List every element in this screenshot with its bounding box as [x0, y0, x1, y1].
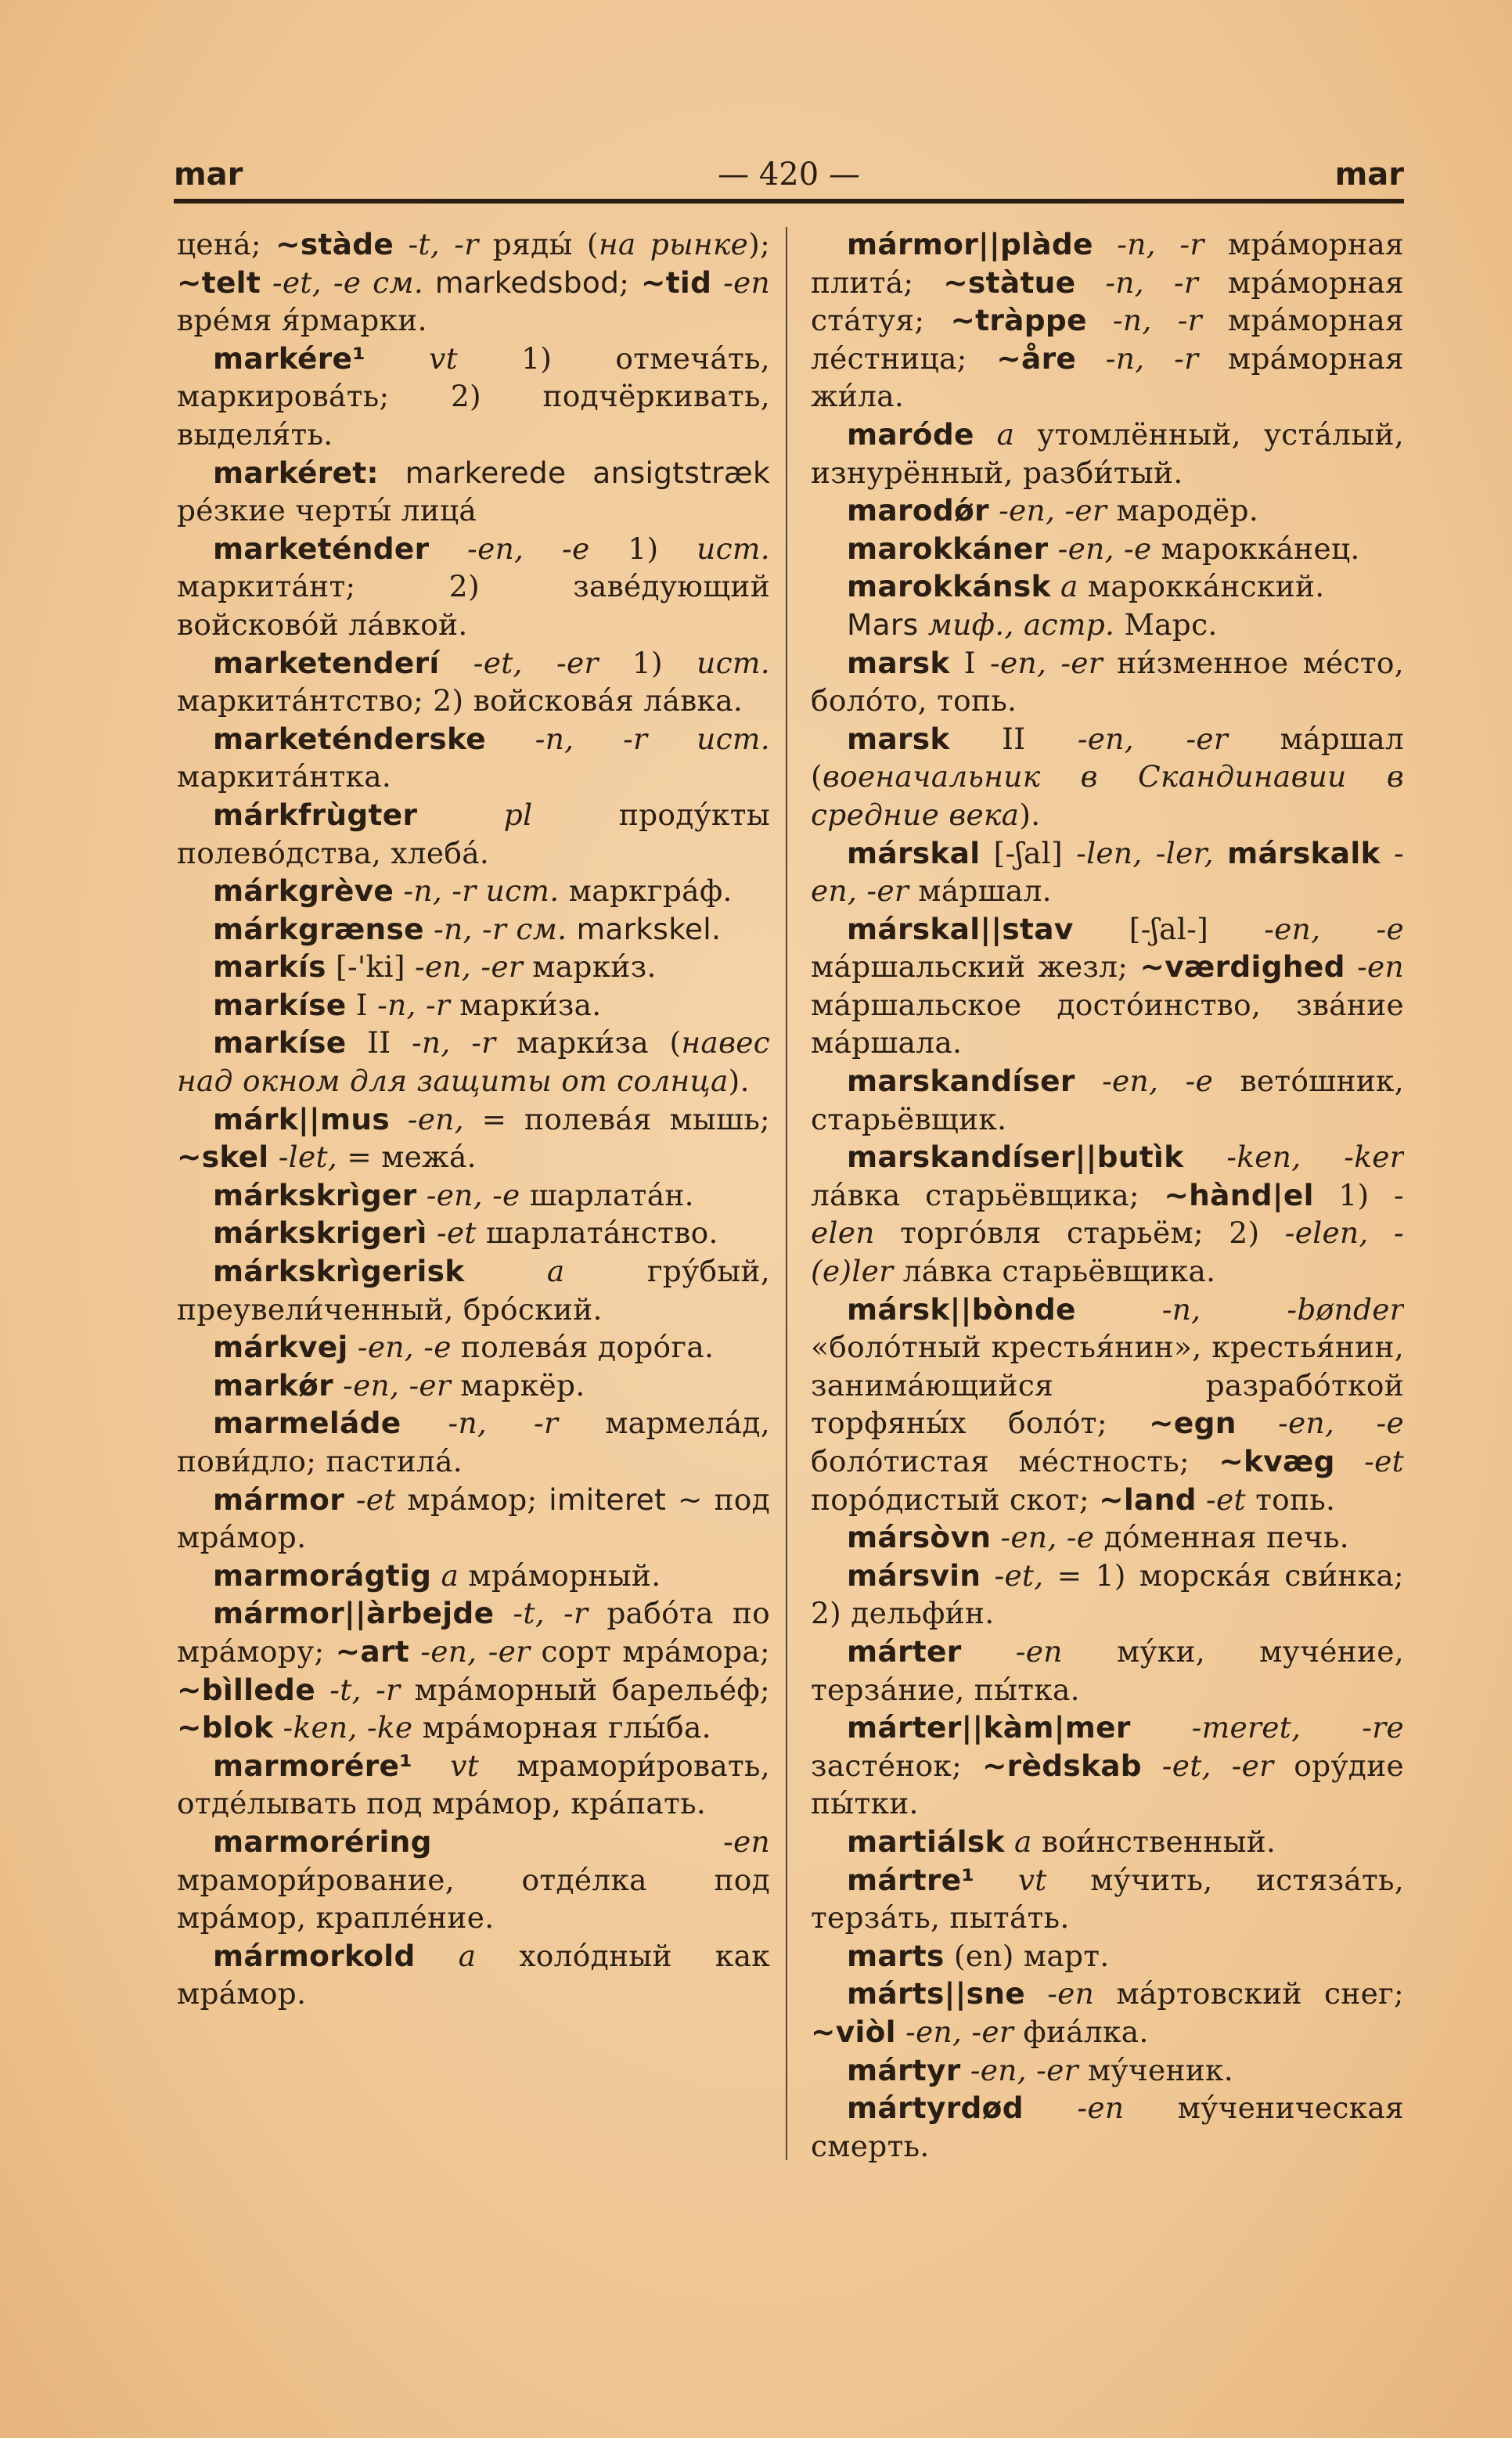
grammar-note: военачальник в Скандинавии в средние века: [811, 759, 1404, 832]
grammar-note: -en, -e: [991, 1520, 1095, 1555]
translation-text: [-'ki]: [326, 949, 405, 985]
translation-text: [1214, 836, 1227, 870]
grammar-note: -t, -r: [494, 1596, 589, 1631]
translation-text: мра́мор;: [395, 1482, 549, 1517]
translation-text: полева́я доро́га.: [451, 1330, 715, 1365]
headword: márkfrùgter: [213, 797, 418, 832]
dictionary-entry: [811, 1291, 1404, 1519]
headword: márkskrigerì: [213, 1215, 427, 1251]
translation-text: [-ʃal-]: [1073, 911, 1209, 946]
dictionary-entry: [177, 1252, 770, 1328]
headword: markére¹: [213, 340, 365, 376]
headword: marts: [847, 1938, 945, 1973]
translation-text: ла́вка старьёвщика;: [811, 1177, 1165, 1212]
translation-text: мрамори́ровать, отде́лывать под мра́мор, кра́пать.: [177, 1748, 770, 1821]
translation-text: засте́нок;: [811, 1748, 982, 1783]
latin-text: markerede ansigtstræk: [405, 455, 770, 490]
grammar-note: -et: [1334, 1444, 1404, 1478]
grammar-note: -let,: [268, 1140, 338, 1175]
translation-text: мра́морная жи́ла.: [811, 340, 1404, 414]
headword: mársòvn: [847, 1520, 992, 1555]
grammar-note: a: [1050, 569, 1078, 604]
headword: márskal: [847, 835, 981, 870]
headword: ~stàtue: [943, 265, 1076, 300]
grammar-note: -ken, -ke: [273, 1710, 413, 1745]
headword: markíse: [213, 987, 347, 1022]
page-header: [174, 157, 1404, 203]
grammar-note: -en, -er: [960, 2052, 1078, 2087]
headword: mársk||bònde: [847, 1291, 1076, 1327]
headword: marokkáner: [847, 531, 1049, 566]
translation-text: торго́вля старьём; 2): [874, 1215, 1260, 1251]
dictionary-entry: [811, 1633, 1404, 1709]
grammar-note: -n, -r: [401, 1406, 559, 1441]
grammar-note: -en: [961, 1633, 1063, 1669]
grammar-note: -n, -r ист.: [394, 873, 560, 909]
translation-text: ма́ртовский снег;: [1094, 1976, 1404, 2011]
translation-text: му́ки, муче́ние, терза́ние, пы́тка.: [811, 1633, 1404, 1707]
translation-text: до́менная печь.: [1094, 1520, 1349, 1555]
dictionary-entry: [177, 1176, 770, 1215]
headword: mársvin: [847, 1558, 981, 1593]
grammar-note: a: [431, 1558, 459, 1593]
translation-text: шарлата́н.: [520, 1177, 694, 1212]
grammar-note: -en, -e: [347, 1330, 452, 1365]
grammar-note: -en: [1024, 1976, 1095, 2011]
grammar-note: -n, -r ист.: [485, 721, 770, 756]
translation-text: 1): [1313, 1177, 1370, 1212]
headword: markíse: [213, 1025, 347, 1061]
translation-text: вето́шник, старьёвщик.: [811, 1064, 1404, 1136]
translation-text: маркита́нтка.: [177, 759, 392, 794]
headword: mármorkold: [213, 1938, 416, 1973]
translation-text: ).: [728, 1064, 750, 1099]
dictionary-entry: [177, 1404, 770, 1480]
headword: marketénder: [213, 531, 430, 566]
translation-text: 1): [589, 531, 697, 566]
headword: mármor||àrbejde: [213, 1596, 495, 1631]
translation-text: утомлённый, уста́лый, изнурённый, разби́тый.: [811, 416, 1404, 490]
latin-text: markedsbod: [434, 265, 620, 300]
translation-text: = полева́я мышь;: [463, 1101, 770, 1136]
latin-text: markskel.: [576, 911, 722, 946]
dictionary-entry: [811, 1709, 1404, 1823]
headword: márk||mus: [213, 1101, 390, 1136]
grammar-note: -n, -r см.: [423, 911, 567, 946]
translation-text: ма́ршальское досто́инство, зва́ние ма́ршала.: [811, 987, 1404, 1061]
dictionary-entry: [177, 225, 770, 340]
left-column: [177, 225, 770, 2339]
dictionary-entry: [177, 910, 770, 949]
headword: ~åre: [996, 340, 1077, 376]
grammar-note: -ken, -ker: [1183, 1140, 1404, 1175]
dictionary-entry: [811, 1861, 1404, 1937]
grammar-note: -en, -e: [1208, 911, 1404, 946]
grammar-note: -et,: [981, 1558, 1044, 1593]
headword: markís: [213, 949, 326, 985]
right-column: [811, 225, 1404, 2339]
headword: márts||sne: [847, 1976, 1025, 2011]
headword: maróde: [847, 416, 974, 452]
headword: ~bìllede: [177, 1672, 315, 1707]
right-running-head: mar: [1334, 157, 1404, 193]
dictionary-entry: [811, 1975, 1404, 2051]
dictionary-entry: [811, 567, 1404, 606]
translation-text: [379, 456, 405, 490]
grammar-note: -n, -r: [1086, 303, 1202, 338]
translation-text: 1) отмеча́ть, маркирова́ть; 2) подчёркивать, выделя́ть.: [177, 340, 770, 452]
translation-text: ни́зменное ме́сто, боло́то, топь.: [811, 645, 1404, 718]
dictionary-entry: [177, 340, 770, 454]
headword: márter: [847, 1633, 962, 1669]
dictionary-entry: [811, 1937, 1404, 1975]
translation-text: му́чить, истяза́ть, терза́ть, пыта́ть.: [811, 1862, 1404, 1936]
dictionary-entry: [177, 1100, 770, 1176]
translation-text: вре́мя я́рмарки.: [177, 303, 427, 338]
grammar-note: миф., астр.: [927, 607, 1115, 642]
translation-text: рабо́та по мра́мору;: [177, 1596, 770, 1669]
dictionary-entry: [177, 986, 770, 1025]
grammar-note: -en, -e: [1075, 1064, 1214, 1099]
translation-text: маркгра́ф.: [559, 873, 733, 909]
grammar-note: -en, -er: [333, 1367, 452, 1403]
headword: mártyrdød: [847, 2090, 1024, 2126]
dictionary-entry: [177, 644, 770, 720]
headword: márkgrænse: [213, 911, 424, 946]
dictionary-entry: [811, 1062, 1404, 1138]
dictionary-entry: [177, 1747, 770, 1823]
headword: márkgrève: [213, 873, 394, 909]
headword: ~kvæg: [1219, 1444, 1335, 1478]
headword: ~værdighed: [1139, 949, 1345, 985]
translation-text: мра́морный.: [459, 1558, 661, 1593]
translation-text: мра́морная глы́ба.: [412, 1710, 711, 1745]
translation-text: му́ченическая смерть.: [811, 2090, 1404, 2163]
headword: ~blok: [177, 1710, 274, 1745]
headword: mármor||plàde: [847, 227, 1093, 261]
grammar-note: -et: [427, 1215, 477, 1251]
dictionary-entry: [811, 1823, 1404, 1861]
translation-text: гру́бый, преувели́ченный, бро́ский.: [177, 1254, 770, 1327]
headword: mártre¹: [847, 1862, 975, 1897]
headword: marokkánsk: [847, 569, 1051, 604]
dictionary-entry: [177, 720, 770, 796]
latin-text: Mars: [847, 607, 919, 642]
dictionary-entry: [811, 2051, 1404, 2090]
dictionary-entry: [177, 796, 770, 872]
dictionary-entry: [811, 644, 1404, 720]
grammar-note: -en, -e: [416, 1177, 520, 1212]
translation-text: (en) март.: [944, 1938, 1110, 1973]
translation-text: мра́морный барелье́ф;: [400, 1672, 770, 1707]
grammar-note: ист.: [697, 531, 770, 566]
translation-text: «боло́тный крестья́нин», крестья́нин, занима́ющийся разрабо́ткой торфяны́х боло́т;: [811, 1330, 1404, 1441]
grammar-note: -en: [711, 265, 770, 300]
translation-text: проду́кты полево́дства, хлеба́.: [177, 797, 770, 870]
dictionary-entry: [177, 1328, 770, 1367]
dictionary-entry: [811, 530, 1404, 568]
grammar-note: -en, -er: [811, 835, 1404, 909]
translation-text: ).: [1019, 797, 1041, 832]
headword: marskandíser: [847, 1064, 1075, 1099]
translation-text: II: [949, 721, 1026, 756]
dictionary-entry: [177, 1214, 770, 1252]
headword: marmoréring: [213, 1824, 432, 1859]
grammar-note: -elen: [811, 1177, 1404, 1251]
headword: marketenderí: [213, 645, 440, 680]
grammar-note: -n, -r: [1076, 340, 1199, 376]
grammar-note: -n, -r: [391, 1025, 496, 1061]
headword: ~viòl: [811, 2014, 896, 2049]
translation-text: маркита́нт; 2) заве́дующий войсково́й ла́вкой.: [177, 569, 770, 642]
translation-text: мародёр.: [1107, 493, 1259, 528]
grammar-note: -n, -r: [1093, 227, 1204, 261]
grammar-note: pl: [417, 797, 533, 832]
headword: márter||kàm|mer: [847, 1710, 1131, 1745]
translation-text: I: [949, 645, 976, 680]
translation-text: );: [748, 227, 770, 261]
translation-text: мра́морная ста́туя;: [811, 265, 1404, 338]
grammar-note: -len, -ler,: [1062, 835, 1214, 870]
grammar-note: -en, -er: [988, 493, 1107, 528]
translation-text: маркита́нтство; 2) войскова́я ла́вка.: [177, 683, 743, 718]
column-divider: [786, 227, 787, 2160]
left-running-head: mar: [174, 157, 243, 193]
grammar-note: -en, -e: [1236, 1406, 1404, 1441]
translation-text: I: [346, 987, 368, 1022]
translation-text: марокка́нец.: [1151, 531, 1360, 566]
headword: marmorágtig: [213, 1558, 432, 1593]
translation-text: II: [346, 1025, 391, 1061]
headword: marskandíser||butìk: [847, 1140, 1184, 1175]
grammar-note: -t, -r: [315, 1672, 401, 1707]
grammar-note: vt: [365, 340, 458, 376]
grammar-note: -elen, -(e)ler: [811, 1215, 1404, 1289]
dictionary-entry: [177, 1557, 770, 1595]
translation-text: [423, 265, 435, 300]
dictionary-entry: [177, 1481, 770, 1557]
dictionary-entry: [177, 1367, 770, 1405]
headword: marketénderske: [213, 721, 486, 756]
translation-text: [919, 607, 928, 642]
headword: márkskrìger: [213, 1177, 417, 1212]
headword: ~hànd|el: [1164, 1177, 1314, 1212]
grammar-note: -en, -er: [1025, 721, 1229, 756]
translation-text: 1): [598, 645, 697, 680]
dictionary-entry: [811, 492, 1404, 530]
headword: márkskrìgerisk: [213, 1254, 465, 1289]
headword: ~land: [1099, 1482, 1197, 1517]
grammar-note: ист.: [697, 645, 770, 680]
translation-text: маркёр.: [451, 1367, 585, 1403]
headword: ~art: [335, 1633, 409, 1669]
headword: markǿr: [213, 1367, 333, 1403]
translation-text: ору́дие пы́тки.: [811, 1748, 1404, 1821]
translation-text: шарлата́нство.: [476, 1215, 718, 1251]
translation-text: боло́тистая ме́стность;: [811, 1444, 1219, 1478]
translation-text: му́ченик.: [1078, 2052, 1233, 2087]
grammar-note: -en: [1023, 2090, 1125, 2126]
headword: marsk: [847, 645, 950, 680]
dictionary-entry: [811, 1557, 1404, 1633]
grammar-note: -et: [1196, 1482, 1246, 1517]
headword: martiálsk: [847, 1824, 1005, 1859]
dictionary-entry: [177, 1823, 770, 1937]
grammar-note: -en: [1345, 949, 1404, 985]
translation-text: ма́ршальский жезл;: [811, 949, 1140, 985]
grammar-note: -n, -r: [367, 987, 451, 1022]
translation-text: [-ʃal]: [980, 835, 1063, 870]
dictionary-entry: [177, 948, 770, 986]
translation-text: марокка́нский.: [1078, 569, 1325, 604]
translation-text: Марс.: [1114, 607, 1218, 642]
grammar-note: -en, -er: [405, 949, 524, 985]
headword: márkvej: [213, 1330, 348, 1365]
translation-text: марки́за.: [450, 987, 602, 1022]
headword: markéret:: [213, 455, 379, 490]
dictionary-entry: [811, 2089, 1404, 2165]
translation-text: вои́нственный.: [1031, 1824, 1276, 1859]
latin-text: imiteret ~: [549, 1482, 703, 1517]
headword: marmorére¹: [213, 1748, 412, 1783]
translation-text: марки́за (: [495, 1025, 682, 1061]
headword: ~stàde: [275, 227, 394, 261]
grammar-note: -en, -er: [409, 1633, 531, 1669]
dictionary-entry: [811, 416, 1404, 492]
grammar-note: -en, -er: [975, 645, 1103, 680]
translation-text: = межа́.: [337, 1140, 477, 1175]
headword: ~egn: [1149, 1406, 1237, 1441]
headword: ~tràppe: [950, 303, 1087, 338]
headword: ~rèdskab: [981, 1748, 1142, 1783]
grammar-note: -meret, -re: [1130, 1710, 1404, 1745]
grammar-note: -n, -bønder: [1075, 1291, 1404, 1327]
headword: marodǿr: [847, 493, 989, 528]
grammar-note: vt: [974, 1862, 1047, 1897]
dictionary-entry: [177, 1024, 770, 1100]
translation-text: топь.: [1245, 1482, 1336, 1517]
grammar-note: -et: [344, 1482, 396, 1517]
translation-text: поро́дистый скот;: [811, 1482, 1100, 1517]
translation-text: мра́морная плита́;: [811, 227, 1404, 300]
headword: márskal||stav: [847, 911, 1074, 946]
grammar-note: -en, -e: [1048, 531, 1152, 566]
translation-text: под мра́мор.: [177, 1482, 770, 1555]
grammar-note: -en, -e: [429, 531, 590, 566]
dictionary-entry: [811, 1518, 1404, 1557]
translation-text: ре́зкие черты́ лица́: [177, 493, 477, 528]
grammar-note: -en: [431, 1824, 770, 1859]
grammar-note: a: [974, 416, 1015, 452]
grammar-note: -n, -r: [1075, 265, 1199, 300]
translation-text: ма́ршал.: [909, 873, 1052, 909]
grammar-note: навес над окном для защиты от солнца: [177, 1025, 770, 1099]
dictionary-entry: [177, 454, 770, 530]
grammar-note: -et, -er: [439, 645, 599, 680]
translation-text: [567, 912, 576, 946]
dictionary-entry: [811, 1138, 1404, 1290]
grammar-note: -t, -r: [394, 227, 479, 261]
headword: mármor: [213, 1482, 345, 1517]
dictionary-entry: [811, 834, 1404, 910]
translation-text: сорт мра́мора;: [530, 1633, 770, 1669]
headword: ~skel: [177, 1140, 269, 1175]
grammar-note: на рынке: [598, 227, 749, 261]
headword: marsk: [847, 721, 950, 756]
page-number: — 420 —: [718, 157, 860, 193]
dictionary-entry: [811, 720, 1404, 834]
headword: ~telt: [177, 265, 261, 300]
grammar-note: -et, -e см.: [261, 265, 424, 300]
grammar-note: -en, -er: [895, 2014, 1014, 2049]
grammar-note: a: [415, 1938, 477, 1973]
translation-text: ла́вка старьёвщика.: [893, 1254, 1216, 1289]
headword: ~tid: [640, 265, 712, 300]
translation-text: холо́дный как мра́мор.: [177, 1938, 770, 2011]
grammar-note: -et, -er: [1141, 1748, 1274, 1783]
translation-text: мра́морная ле́стница;: [811, 303, 1404, 376]
dictionary-entry: [177, 530, 770, 644]
dictionary-entry: [177, 1594, 770, 1746]
translation-text: = 1) морска́я сви́нка; 2) дельфи́н.: [811, 1558, 1404, 1631]
translation-text: марки́з.: [523, 949, 657, 985]
dictionary-entry: [811, 225, 1404, 416]
translation-text: цена́;: [177, 227, 276, 261]
headword: mártyr: [847, 2052, 961, 2087]
headword: marmeláde: [213, 1406, 401, 1441]
translation-text: мрамори́рование, отде́лка под мра́мор, крапле́ние.: [177, 1862, 770, 1936]
translation-text: ряды́ (: [478, 227, 599, 261]
dictionary-entry: [177, 1937, 770, 2013]
dictionary-entry: [177, 872, 770, 910]
translation-text: ма́ршал (: [811, 721, 1404, 794]
headword: márskalk: [1227, 835, 1381, 870]
translation-text: ;: [619, 265, 641, 300]
translation-text: фиа́лка.: [1013, 2014, 1149, 2049]
grammar-note: -en,: [390, 1101, 464, 1136]
header-rule: [174, 199, 1404, 203]
grammar-note: a: [1004, 1824, 1032, 1859]
dictionary-entry: [811, 910, 1404, 1062]
grammar-note: vt: [412, 1748, 480, 1783]
translation-text: мармела́д, пови́дло; пастила́.: [177, 1406, 770, 1478]
dictionary-entry: [811, 606, 1404, 644]
grammar-note: a: [464, 1254, 565, 1289]
